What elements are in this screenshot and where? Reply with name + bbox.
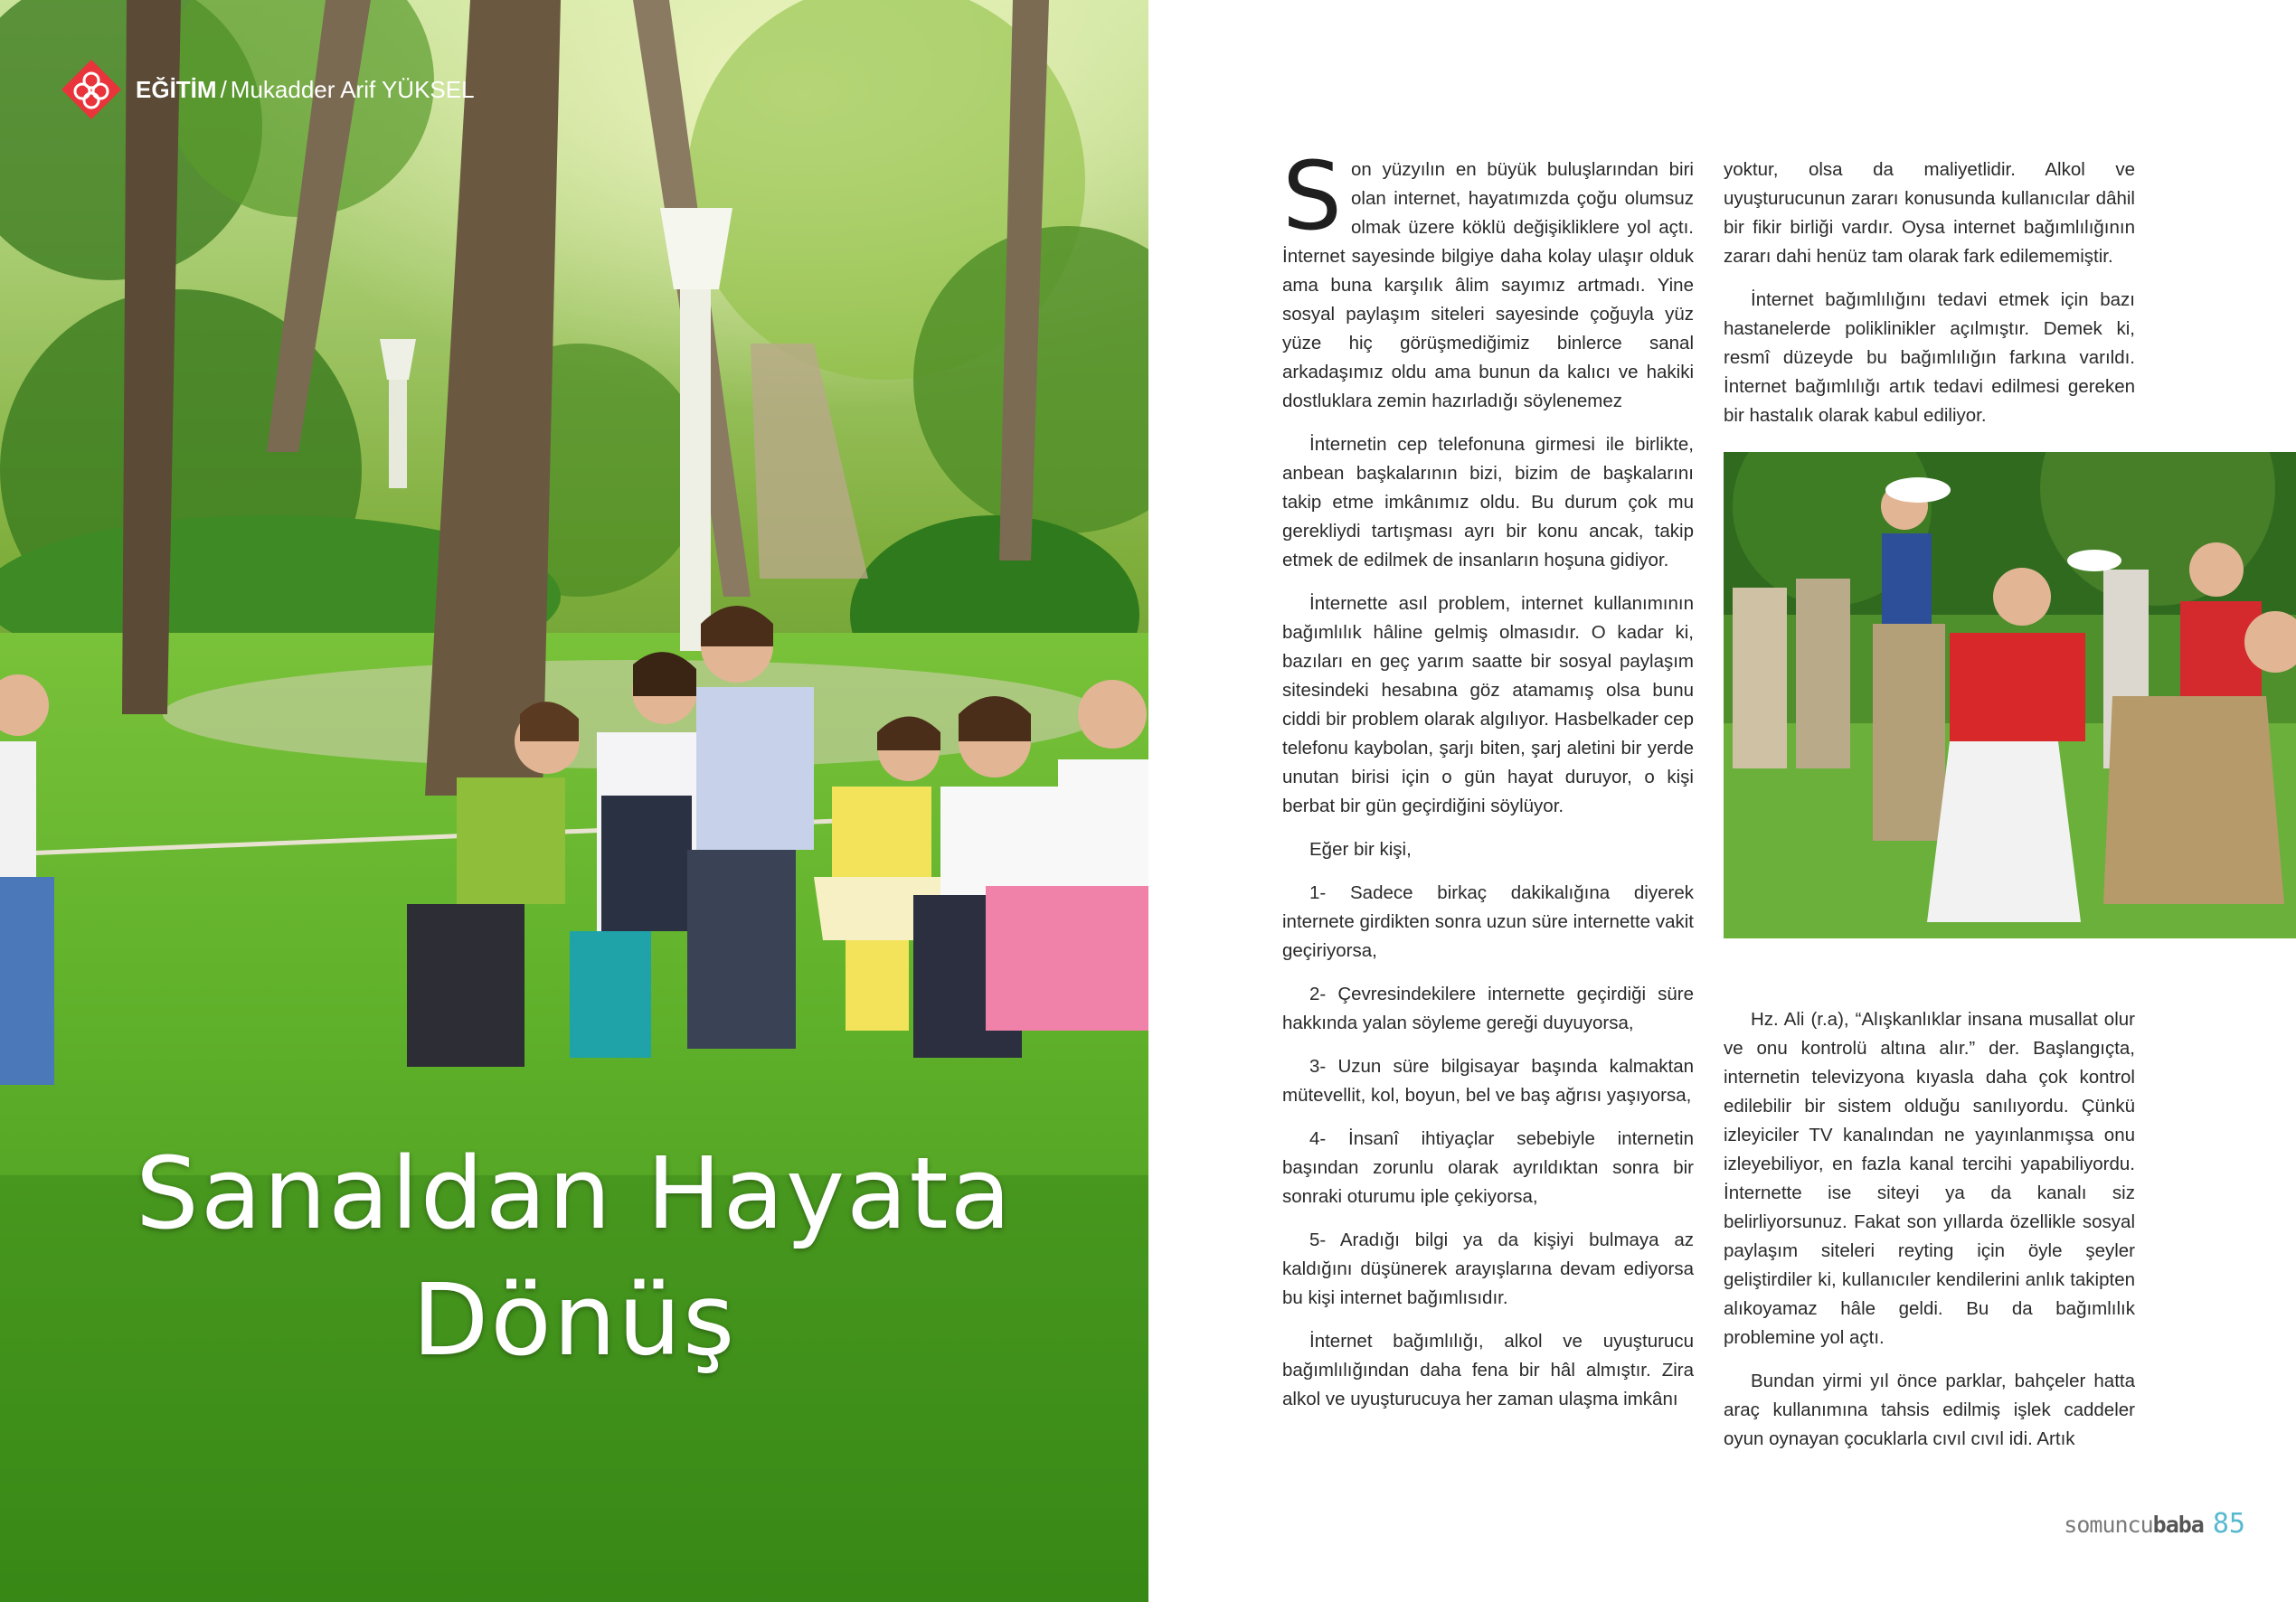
text-column-2-top bbox=[1724, 155, 2135, 445]
article-title-line-1: Sanaldan Hayata bbox=[136, 1136, 1013, 1251]
author-name: Mukadder Arif YÜKSEL bbox=[230, 75, 475, 103]
article-title-line-2: Dönüş bbox=[411, 1262, 737, 1378]
paragraph: yoktur, olsa da maliyetlidir. Alkol ve uyuşturucunun zararı konusunda kullanıcılar dâhil bir fikir birliği vardır. Oysa internet bağımlılığının zararı dahi henüz tam olarak fark edilememiştir. bbox=[1724, 159, 2135, 267]
page-number: 85 bbox=[2212, 1508, 2245, 1540]
paragraph: İnternette asıl problem, internet kullanımının bağımlılık hâline gelmiş olmasıdır. O kadar ki, bazıları en geç yarım saatte bir sosyal paylaşım sitesindeki hesabına göz atamamış olsa bunu ciddi bir problem olarak algılıyor. Hasbelkader cep telefonu kaybolan, şarjı biten, şarj aletini bir yerde unutan birisi için o gün hayat duruyor, o kişi berbat bir gün geçirdiğini söylüyor. bbox=[1282, 593, 1694, 816]
right-page-text bbox=[1148, 0, 2296, 1602]
drop-cap: S bbox=[1282, 141, 1343, 251]
header-separator: / bbox=[220, 75, 227, 103]
list-item-3: 3- Uzun süre bilgisayar başında kalmaktan mütevellit, kol, boyun, bel ve baş ağrısı yaşıyorsa, bbox=[1282, 1056, 1694, 1106]
paragraph: İnternet bağımlılığı, alkol ve uyuşturucu bağımlılığından daha fena bir hâl almıştır. Zira alkol ve uyuşturucuya her zaman ulaşma imkânı bbox=[1282, 1331, 1694, 1409]
magazine-brand-part1: somuncu bbox=[2064, 1512, 2153, 1538]
article-header bbox=[60, 58, 475, 121]
magazine-brand-part2: baba bbox=[2152, 1512, 2204, 1538]
list-item-4: 4- İnsanî ihtiyaçlar sebebiyle internetin başından zorunlu olarak ayrıldıktan sonra bir sonraki oturumu iple çekiyorsa, bbox=[1282, 1128, 1694, 1207]
paragraph: Bundan yirmi yıl önce parklar, bahçeler hatta araç kullanımına tahsis edilmiş işlek caddeler oyun oynayan çocuklarla cıvıl cıvıl idi. Artık bbox=[1724, 1371, 2135, 1449]
text-column-2-bottom bbox=[1724, 1005, 2135, 1468]
sack-race-photo bbox=[1724, 452, 2296, 938]
section-label: EĞİTİM bbox=[136, 75, 217, 103]
list-item-5: 5- Aradığı bilgi ya da kişiyi bulmaya az kaldığını düşünerek arayışlarına devam ediyorsa bu kişi internet bağımlısıdır. bbox=[1282, 1230, 1694, 1308]
paragraph bbox=[1282, 141, 1694, 416]
section-author-line bbox=[136, 76, 475, 104]
paragraph: İnternetin cep telefonuna girmesi ile birlikte, anbean başkalarının bizi, bizim de başkalarını takip etme imkânımız oldu. Bu durum çok mu gerekliydi tartışması ayrı bir konu ancak, takip etmek de edilmek de insanların hoşuna gidiyor. bbox=[1282, 434, 1694, 570]
paragraph: Eğer bir kişi, bbox=[1309, 839, 1412, 860]
paragraph-text: on yüzyılın en büyük buluşlarından biri olan internet, hayatımızda çoğu olumsuz olmak üzere köklü değişikliklere yol açtı. İnternet sayesinde bilgiye daha kolay ulaşır olduk ama buna karşılık âlim sayımız artmadı. Yine sosyal paylaşım siteleri sayesinde çoğuyla yüz yüze hiç görüşmediğimiz binlerce sanal arkadaşımız oldu ama bunun da kalıcı ve hakiki dostluklara zemin hazırladığı söylenemez bbox=[1282, 159, 1694, 411]
text-column-1 bbox=[1282, 141, 1694, 1428]
paragraph: Hz. Ali (r.a), “Alışkanlıklar insana musallat olur ve onu kontrolü altına alır.” der. Başlangıçta, internetin televizyona kıyasla daha çok kontrol edilebilir bir sistem olduğu sanılıyordu. Çünkü izleyiciler TV kanalından ne yayınlanmışsa onu izleyebiliyor, en fazla kanal tercihi yapabiliyordu. İnternette ise siteyi ya da kanalı siz belirliyorsunuz. Fakat son yıllarda özellikle sosyal paylaşım siteleri reyting için öyle şeyler geliştirdiler ki, kullanıcıler kendilerini anlık takipten alıkoyamaz hâle geldi. Bu da bağımlılık problemine yol açtı. bbox=[1724, 1009, 2135, 1348]
list-item-1: 1- Sadece birkaç dakikalığına diyerek internete girdikten sonra uzun süre internette vakit geçiriyorsa, bbox=[1282, 882, 1694, 961]
page-footer bbox=[2064, 1508, 2245, 1540]
flower-diamond-icon bbox=[60, 58, 123, 121]
list-item-2: 2- Çevresindekilere internette geçirdiği süre hakkında yalan söyleme gereği duyuyorsa, bbox=[1282, 984, 1694, 1033]
paragraph: İnternet bağımlılığını tedavi etmek için bazı hastanelerde poliklinikler açılmıştır. Demek ki, resmî düzeyde bu bağımlılığın farkına varıldı. İnternet bağımlılığı artık tedavi edilmesi gereken bir hastalık olarak kabul ediliyor. bbox=[1724, 289, 2135, 426]
